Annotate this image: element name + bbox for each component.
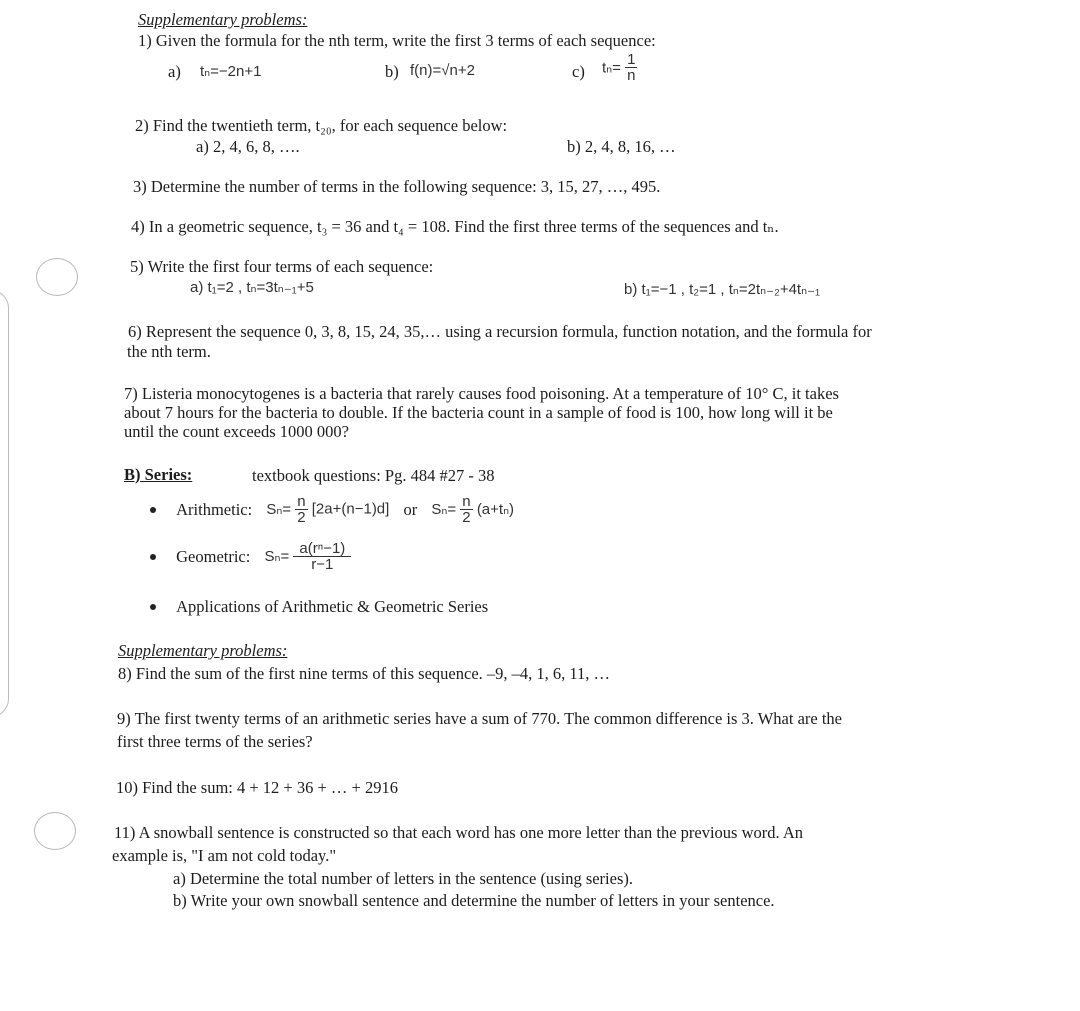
question-9-line1: 9) The first twenty terms of an arithmetic series have a sum of 770. The common difference is 3. What are the [117,709,843,728]
geo-fraction-den: r−1 [311,556,334,573]
arith-fraction-1-den: 2 [297,509,306,526]
question-1b-formula: f(n)=√n+2 [410,62,475,79]
applications-text: Applications of Arithmetic & Geometric Series [176,597,489,617]
series-heading-text: B) Series: [124,465,193,484]
arith-fraction-2 [460,494,472,525]
geometric-label: Geometric: [176,546,251,566]
question-9-line2: first three terms of the series? [117,732,313,751]
series-arithmetic-row [150,494,514,525]
question-1-text: 1) Given the formula for the nth term, write the first 3 terms of each sequence: [138,31,656,50]
binder-hole-top [36,258,78,296]
series-textbook: textbook questions: Pg. 484 #27 - 38 [252,466,495,485]
question-7-line2: about 7 hours for the bacteria to double. If the bacteria count in a sample of food is 100, how long will it be [124,403,833,422]
question-5a: a) t₁=2 , tₙ=3tₙ₋₁+5 [190,279,314,296]
arith-fraction-2-den: 2 [462,509,471,526]
arithmetic-formula-1 [266,493,393,526]
question-1c-fraction [625,52,637,83]
question-3: 3) Determine the number of terms in the following sequence: 3, 15, 27, …, 495. [133,177,661,196]
geometric-formula [264,540,351,573]
series-applications-row [150,596,488,617]
geo-s-n: Sₙ= [264,548,290,566]
question-7-line1: 7) Listeria monocytogenes is a bacteria that rarely causes food poisoning. At a temperature of 10° C, it takes [124,384,839,403]
question-7-line3: until the count exceeds 1000 000? [124,422,349,441]
arith-s-n-2: Sₙ= [431,501,457,519]
question-4: 4) In a geometric sequence, t₃ = 36 and t₄ = 108. Find the first three terms of the sequences and tₙ. [131,217,779,236]
question-2a: a) 2, 4, 6, 8, …. [196,137,300,156]
arith-formula-2-rest: (a+tₙ) [476,501,515,519]
question-1c-numerator: 1 [627,51,636,68]
series-heading [124,465,192,485]
question-2b: b) 2, 4, 8, 16, … [567,137,676,156]
geo-fraction [293,541,351,572]
arith-s-n-1: Sₙ= [266,501,292,519]
arithmetic-label: Arithmetic: [176,499,253,519]
page-edge-curve [0,290,9,717]
question-2-text: 2) Find the twentieth term, t₂₀, for each sequence below: [135,116,508,135]
question-1c-lhs: tₙ= [602,59,621,77]
question-6-line1: 6) Represent the sequence 0, 3, 8, 15, 24, 35,… using a recursion formula, function notation, and the formula for [128,322,872,341]
question-10: 10) Find the sum: 4 + 12 + 36 + … + 2916 [116,778,398,797]
supplementary-header-1: Supplementary problems: [138,10,308,29]
geo-fraction-num: a(rⁿ−1) [293,541,351,557]
arith-fraction-1-num: n [297,493,306,510]
question-1a-label: a) [168,62,181,81]
question-11a: a) Determine the total number of letters in the sentence (using series). [173,869,634,888]
question-1b-label: b) [385,62,399,81]
question-11-line2: example is, "I am not cold today." [112,846,337,865]
binder-hole-bottom [34,812,76,850]
question-1c-label: c) [572,62,585,81]
question-11-line1: 11) A snowball sentence is constructed so that each word has one more letter than the previous word. An [114,823,804,842]
supplementary-header-2: Supplementary problems: [118,641,288,660]
question-6-line2: the nth term. [127,342,211,361]
bullet-icon [150,554,156,560]
bullet-icon [150,604,156,610]
arithmetic-formula-2 [431,493,515,526]
arith-fraction-1 [295,494,307,525]
question-1c-formula [602,52,637,83]
question-8: 8) Find the sum of the first nine terms of this sequence. –9, –4, 1, 6, 11, … [118,664,611,683]
question-5-text: 5) Write the first four terms of each sequence: [130,257,434,276]
question-5b: b) t₁=−1 , t₂=1 , tₙ=2tₙ₋₂+4tₙ₋₁ [624,281,821,298]
question-1a-formula: tₙ=−2n+1 [200,63,262,80]
bullet-icon [150,507,156,513]
question-1c-denominator: n [627,67,636,84]
question-11b: b) Write your own snowball sentence and determine the number of letters in your sentence. [173,891,775,910]
arith-formula-1-rest: [2a+(n−1)d] [311,501,390,518]
series-geometric-row [150,541,351,572]
arith-fraction-2-num: n [462,493,471,510]
or-text: or [403,499,418,519]
